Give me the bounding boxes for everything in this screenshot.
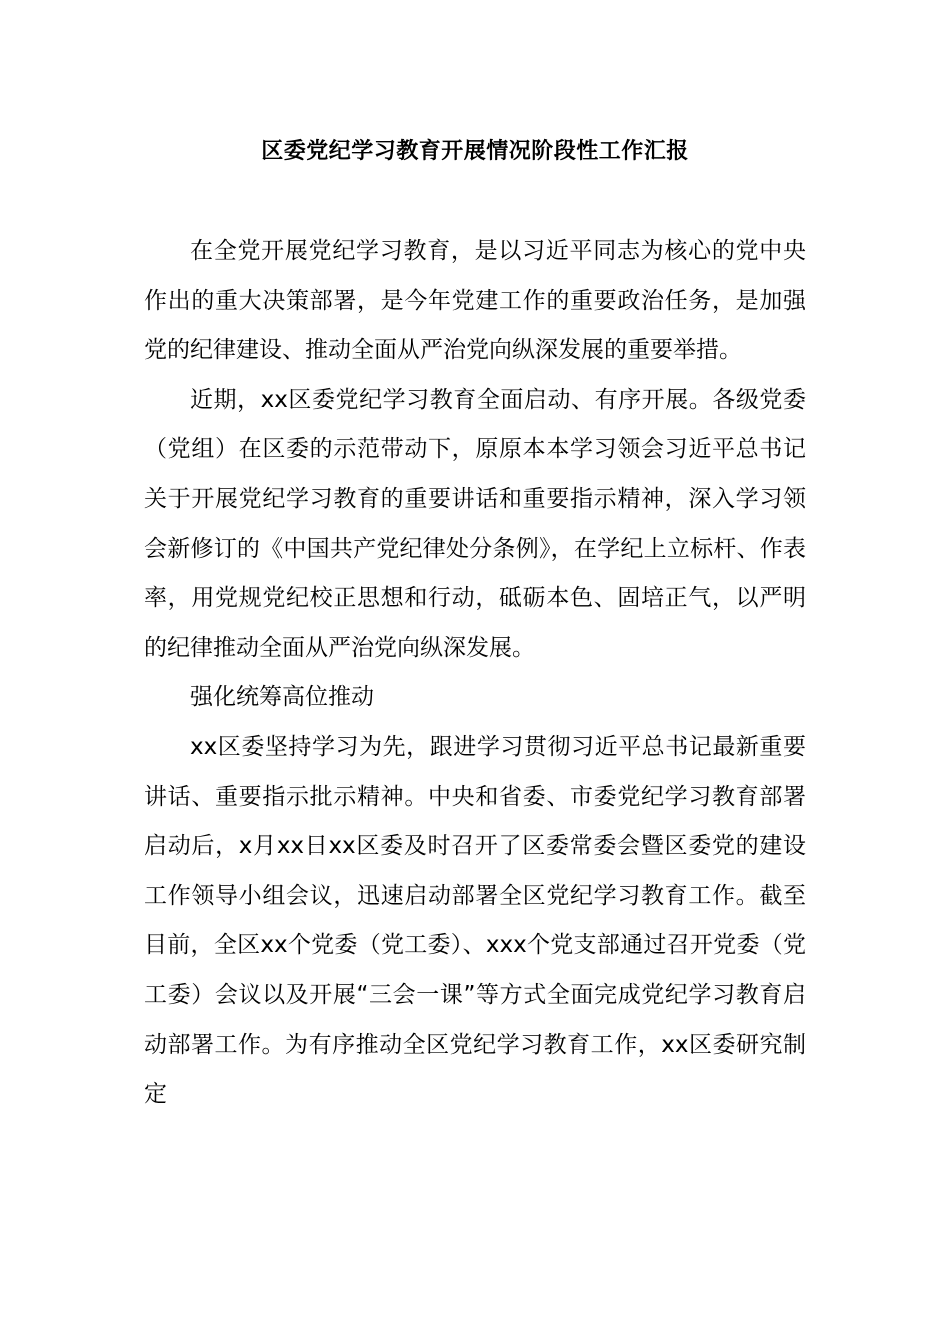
- document-title: 区委党纪学习教育开展情况阶段性工作汇报: [261, 139, 689, 164]
- paragraph-progress: 近期，xx区委党纪学习教育全面启动、有序开展。各级党委（党组）在区委的示范带动下，原原本本学习领会习近平总书记关于开展党纪学习教育的重要讲话和重要指示精神，深入学习领会新修订的《中国共产党纪律处分条例》，在学纪上立标杆、作表率，用党规党纪校正思想和行动，砥砺本色、固培正气，以严明的纪律推动全面从严治党向纵深发展。: [144, 386, 806, 661]
- paragraph-intro: 在全党开展党纪学习教育，是以习近平同志为核心的党中央作出的重大决策部署，是今年党建工作的重要政治任务，是加强党的纪律建设、推动全面从严治党向纵深发展的重要举措。: [144, 238, 806, 364]
- paragraph-details: xx区委坚持学习为先，跟进学习贯彻习近平总书记最新重要讲话、重要指示批示精神。中央和省委、市委党纪学习教育部署启动后，x月xx日xx区委及时召开了区委常委会暨区委党的建设工作领导小组会议，迅速启动部署全区党纪学习教育工作。截至目前，全区xx个党委（党工委）、xxx个党支部通过召开党委（党工委）会议以及开展“三会一课”等方式全面完成党纪学习教育启动部署工作。为有序推动全区党纪学习教育工作，xx区委研究制定: [144, 733, 806, 1108]
- document-body: [144, 227, 806, 1120]
- section-heading: 强化统筹高位推动: [190, 684, 374, 711]
